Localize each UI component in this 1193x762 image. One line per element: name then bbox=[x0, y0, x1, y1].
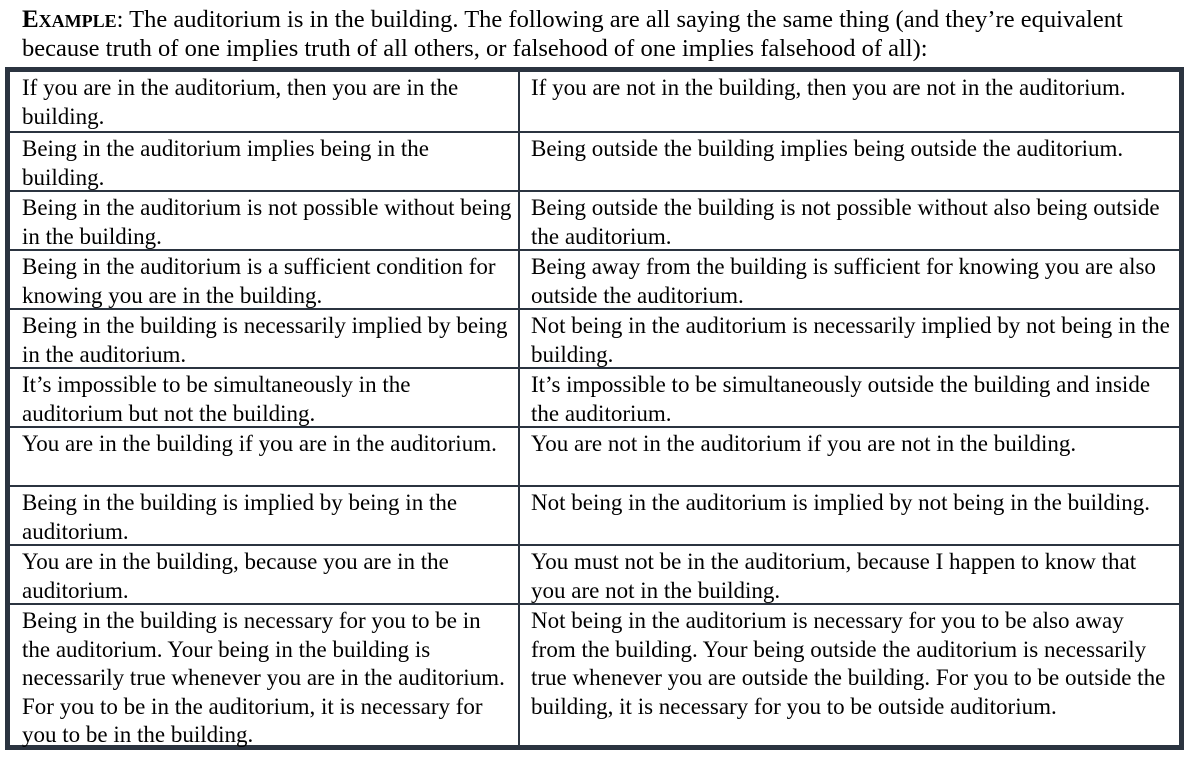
table-cell-left: It’s impossible to be simultaneously in the auditorium but not the building. bbox=[10, 369, 520, 426]
table-row bbox=[10, 426, 1179, 485]
table-cell-left: Being in the auditorium is not possible without being in the building. bbox=[10, 192, 520, 249]
equivalence-table bbox=[5, 67, 1184, 750]
table-row bbox=[10, 603, 1179, 750]
table-cell-right: Not being in the auditorium is implied by not being in the building. bbox=[531, 490, 1151, 515]
table-row bbox=[10, 308, 1179, 367]
table-cell-left: Being in the building is necessarily implied by being in the auditorium. bbox=[10, 310, 520, 367]
table-cell-right: You must not be in the auditorium, because I happen to know that you are not in the building. bbox=[531, 549, 1137, 603]
intro-line-1 bbox=[22, 5, 1187, 63]
table-row bbox=[10, 544, 1179, 603]
table-cell-left: Being in the building is implied by being in the auditorium. bbox=[10, 487, 520, 544]
table-cell-right: If you are not in the building, then you are not in the auditorium. bbox=[531, 75, 1126, 100]
table-row bbox=[10, 131, 1179, 190]
table-row bbox=[10, 367, 1179, 426]
table-cell-right: Not being in the auditorium is necessarily implied by not being in the building. bbox=[531, 313, 1170, 367]
table-cell-left: You are in the building if you are in the auditorium. bbox=[10, 428, 520, 485]
table-cell-right: Being outside the building is not possible without also being outside the auditorium. bbox=[531, 195, 1160, 249]
table-cell-left: You are in the building, because you are in the auditorium. bbox=[10, 546, 520, 603]
intro-text: : The auditorium is in the building. The following are all saying the same thing (and they’re equivalent because truth of one implies truth of all others, or falsehood of one implies falsehood of all): bbox=[22, 6, 1123, 62]
table-cell-left: Being in the building is necessary for you to be in the auditorium. Your being in the building is necessarily true whenever you are in the auditorium. For you to be in the auditorium, it is necessary for you to be in the building. bbox=[10, 605, 520, 750]
table-cell-right: It’s impossible to be simultaneously outside the building and inside the auditorium. bbox=[531, 372, 1151, 426]
table-row bbox=[10, 249, 1179, 308]
table-cell-left: Being in the auditorium is a sufficient condition for knowing you are in the building. bbox=[10, 251, 520, 308]
intro-paragraph bbox=[22, 5, 1187, 63]
table-cell-left: Being in the auditorium implies being in the building. bbox=[10, 133, 520, 190]
table-row bbox=[10, 485, 1179, 544]
table-cell-right: You are not in the auditorium if you are not in the building. bbox=[531, 431, 1077, 456]
table-row bbox=[10, 72, 1179, 131]
table-cell-left: If you are in the auditorium, then you are in the building. bbox=[10, 72, 520, 131]
table-cell-right: Being away from the building is sufficient for knowing you are also outside the auditorium. bbox=[531, 254, 1156, 308]
example-label: Example bbox=[22, 6, 117, 33]
table-cell-right: Not being in the auditorium is necessary for you to be also away from the building. Your being outside the auditorium is necessarily true whenever you are outside the building. For you to be outside the building, it is necessary for you to be outside auditorium. bbox=[531, 608, 1166, 719]
table-row bbox=[10, 190, 1179, 249]
table-cell-right: Being outside the building implies being outside the auditorium. bbox=[531, 136, 1124, 161]
